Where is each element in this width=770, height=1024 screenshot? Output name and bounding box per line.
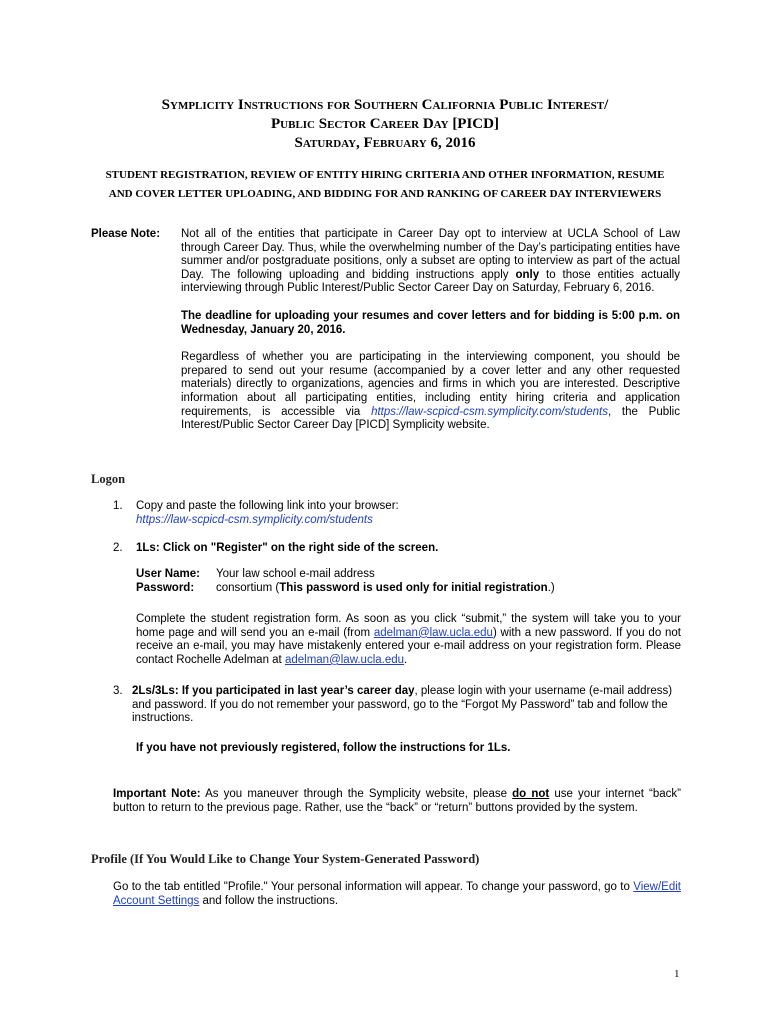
document-subtitle: [70, 166, 700, 204]
registration-text-end: .: [404, 653, 408, 666]
document-title: [60, 96, 710, 153]
subtitle-line-1: STUDENT REGISTRATION, REVIEW OF ENTITY HIRING CRITERIA AND OTHER INFORMATION, RESUME: [105, 169, 665, 181]
profile-paragraph: [113, 881, 681, 908]
username-label: User Name:: [136, 568, 200, 580]
note-paragraph-1: [181, 228, 680, 296]
note-p1-text-end: to those entities actually interviewing through Public Interest/Public Sector Career Day on Saturday, February 6, 2016.: [181, 268, 680, 295]
title-line-3: Saturday, February 6, 2016: [294, 135, 476, 151]
username-value: Your law school e-mail address: [216, 568, 375, 580]
username-row: [136, 568, 681, 582]
item-3-followup: If you have not previously registered, follow the instructions for 1Ls.: [136, 742, 511, 754]
password-row: [136, 582, 681, 596]
password-value-emphasis: This password is used only for initial registration: [279, 581, 548, 594]
page-number: 1: [674, 968, 680, 980]
title-line-1: Symplicity Instructions for Southern California Public Interest/: [161, 97, 609, 113]
registration-text-middle: ) with a new password. If you do not receive an e-mail, you may have mistakenly entered your e-mail address on your registration form. Please contact Rochelle Adelman at: [136, 626, 681, 666]
note-p1-emphasis: only: [515, 268, 540, 281]
profile-heading: Profile (If You Would Like to Change Your System-Generated Password): [91, 852, 480, 866]
password-value-end: .): [547, 581, 555, 594]
profile-text: Go to the tab entitled "Profile." Your personal information will appear. To change your password, go to: [113, 881, 634, 893]
title-line-2: Public Sector Career Day [PICD]: [271, 116, 499, 132]
item-1-text: Copy and paste the following link into your browser:: [136, 500, 399, 512]
item-1-link[interactable]: https://law-scpicd-csm.symplicity.com/students: [136, 513, 373, 526]
logon-item-1: [136, 500, 681, 527]
password-value: [216, 582, 555, 596]
note-p3-text-end: , the Public Interest/Public Sector Career Day [PICD] Symplicity website.: [181, 405, 680, 432]
item-3-emphasis: 2Ls/3Ls: If you participated in last year’s career day: [132, 685, 415, 697]
important-note-text-end: use your internet “back” button to return to the previous page. Rather, use the “back” or “return” buttons provided by the system.: [113, 788, 682, 814]
logon-item-3: [132, 685, 681, 726]
adelman-email-link-2[interactable]: adelman@law.ucla.edu: [284, 653, 405, 666]
important-note: [113, 788, 681, 815]
note-p1-text: Not all of the entities that participate in Career Day opt to interview at UCLA School of Law through Career Day. Thus, while the overwhelming number of the Day’s participating entities have summer and/or postgraduate positions, only a subset are opting to interview as part of the actual Day. The following uploading and bidding instructions apply: [181, 228, 680, 281]
profile-text-end: and follow the instructions.: [199, 894, 339, 907]
item-2-number: 2.: [113, 542, 123, 554]
credentials-block: [136, 568, 681, 595]
adelman-email-link-1[interactable]: adelman@law.ucla.edu: [373, 626, 493, 639]
deadline-notice: The deadline for uploading your resumes and cover letters and for bidding is 5:00 p.m. on Wednesday, January 20, 2016.: [181, 309, 680, 336]
password-label: Password:: [136, 581, 195, 594]
item-3-text: , please login with your username (e-mail address) and password. If you do not remember your password, go to the “Forgot My Password” tab and follow the instructions.: [132, 685, 673, 725]
note-paragraph-3: [181, 351, 680, 433]
please-note-body: [181, 228, 680, 447]
account-settings-link[interactable]: View/Edit Account Settings: [113, 881, 681, 907]
important-note-text: As you maneuver through the Symplicity website, please: [200, 788, 513, 800]
item-3-number: 3.: [113, 685, 123, 697]
logon-heading: Logon: [91, 472, 126, 486]
registration-text: Complete the student registration form. As soon as you click “submit,” the system will take you to your home page and will send you an e-mail (from: [136, 613, 681, 639]
important-note-emphasis: do not: [512, 788, 550, 800]
note-p3-text: Regardless of whether you are participating in the interviewing component, you should be prepared to send out your resume (accompanied by a cover letter and any other requested materials) directly to organizations, agencies and firms in which you are interested. Descriptive information about all participating entities, including entity hiring criteria and application requirements, is accessible via: [181, 351, 680, 418]
registration-paragraph: [136, 613, 681, 667]
please-note-label: Please Note:: [91, 228, 161, 240]
important-note-label: Important Note:: [113, 788, 201, 800]
password-value-text: consortium (: [216, 581, 280, 594]
item-1-number: 1.: [113, 500, 123, 512]
symplicity-website-link[interactable]: https://law-scpicd-csm.symplicity.com/students: [371, 405, 608, 418]
item-2-text: 1Ls: Click on "Register" on the right side of the screen.: [136, 542, 439, 554]
subtitle-line-2: AND COVER LETTER UPLOADING, AND BIDDING FOR AND RANKING OF CAREER DAY INTERVIEWERS: [108, 188, 662, 200]
